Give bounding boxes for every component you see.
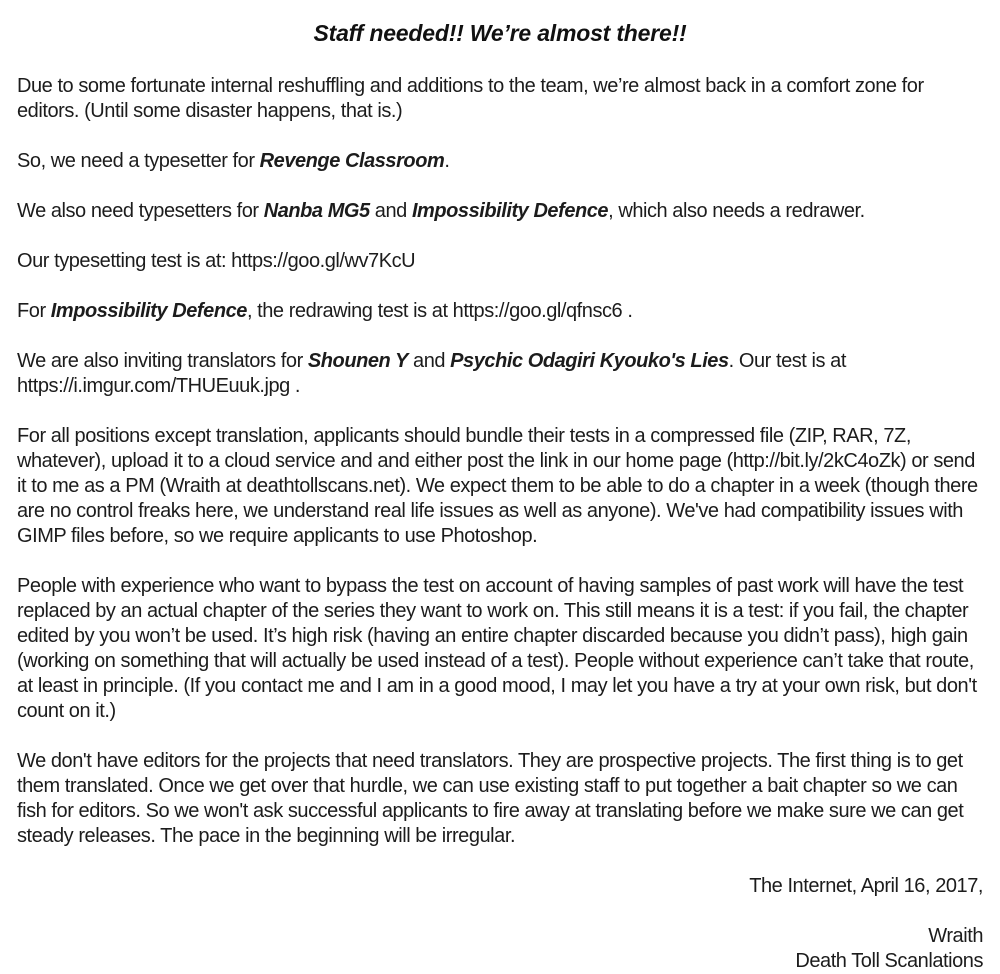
text-segment: , the redrawing test is at https://goo.gl/qfnsc6 .: [246, 300, 633, 322]
series-title: Revenge Classroom: [259, 150, 445, 172]
closing-block: [17, 874, 983, 974]
paragraph: [17, 349, 983, 399]
series-title: Shounen Y: [307, 350, 408, 372]
signature-group-name: Death Toll Scanlations: [795, 950, 983, 972]
paragraph: [17, 74, 983, 124]
paragraph: [17, 749, 983, 849]
text-segment: , which also needs a redrawer.: [608, 200, 865, 222]
dateline: The Internet, April 16, 2017,: [749, 875, 983, 897]
page-title: Staff needed!! We’re almost there!!: [313, 20, 687, 46]
text-segment: For all positions except translation, applicants should bundle their tests in a compressed file (ZIP, RAR, 7Z, whatever), upload it to a cloud service and and either post the link in our home page (http://bit.ly/2kC4oZk) or send it to me as a PM (Wraith at deathtollscans.net). We expect them to be able to do a chapter in a week (though there are no control freaks here, we understand real life issues as well as anyone). We've had compatibility issues with GIMP files before, so we require applicants to use Photoshop.: [17, 425, 978, 547]
paragraph: [17, 299, 983, 324]
paragraph: [17, 199, 983, 224]
text-segment: and: [407, 350, 451, 372]
series-title: Impossibility Defence: [50, 300, 247, 322]
paragraph: [17, 149, 983, 174]
text-segment: For: [17, 300, 51, 322]
text-segment: .: [444, 150, 450, 172]
paragraph: [17, 424, 983, 549]
signature-name: Wraith: [928, 925, 983, 947]
text-segment: Our typesetting test is at: https://goo.gl/wv7KcU: [17, 250, 416, 272]
text-segment: So, we need a typesetter for: [17, 150, 260, 172]
text-segment: We don't have editors for the projects that need translators. They are prospective projects. The first thing is to get them translated. Once we get over that hurdle, we can use existing staff to put together a bait chapter so we can fish for editors. So we won't ask successful applicants to fire away at translating before we make sure we can get steady releases. The pace in the beginning will be irregular.: [17, 750, 964, 847]
text-segment: . Our test is at https://i.imgur.com/THUEuuk.jpg .: [17, 350, 846, 397]
series-title: Nanba MG5: [263, 200, 370, 222]
text-segment: We are also inviting translators for: [17, 350, 308, 372]
text-segment: and: [369, 200, 412, 222]
paragraph: [17, 574, 983, 724]
text-segment: Due to some fortunate internal reshuffling and additions to the team, we’re almost back in a comfort zone for editors. (Until some disaster happens, that is.): [17, 75, 924, 122]
paragraph: [17, 249, 983, 274]
series-title: Impossibility Defence: [411, 200, 609, 222]
text-segment: People with experience who want to bypass the test on account of having samples of past work will have the test replaced by an actual chapter of the series they want to work on. This still means it is a test: if you fail, the chapter edited by you won’t be used. It’s high risk (having an entire chapter discarded because you didn’t pass), high gain (working on something that will actually be used instead of a test). People without experience can’t take that route, at least in principle. (If you contact me and I am in a good mood, I may let you have a try at your own risk, but don't count on it.): [17, 575, 977, 722]
series-title: Psychic Odagiri Kyouko's Lies: [450, 350, 729, 372]
notice-body: [17, 74, 983, 849]
text-segment: We also need typesetters for: [17, 200, 264, 222]
